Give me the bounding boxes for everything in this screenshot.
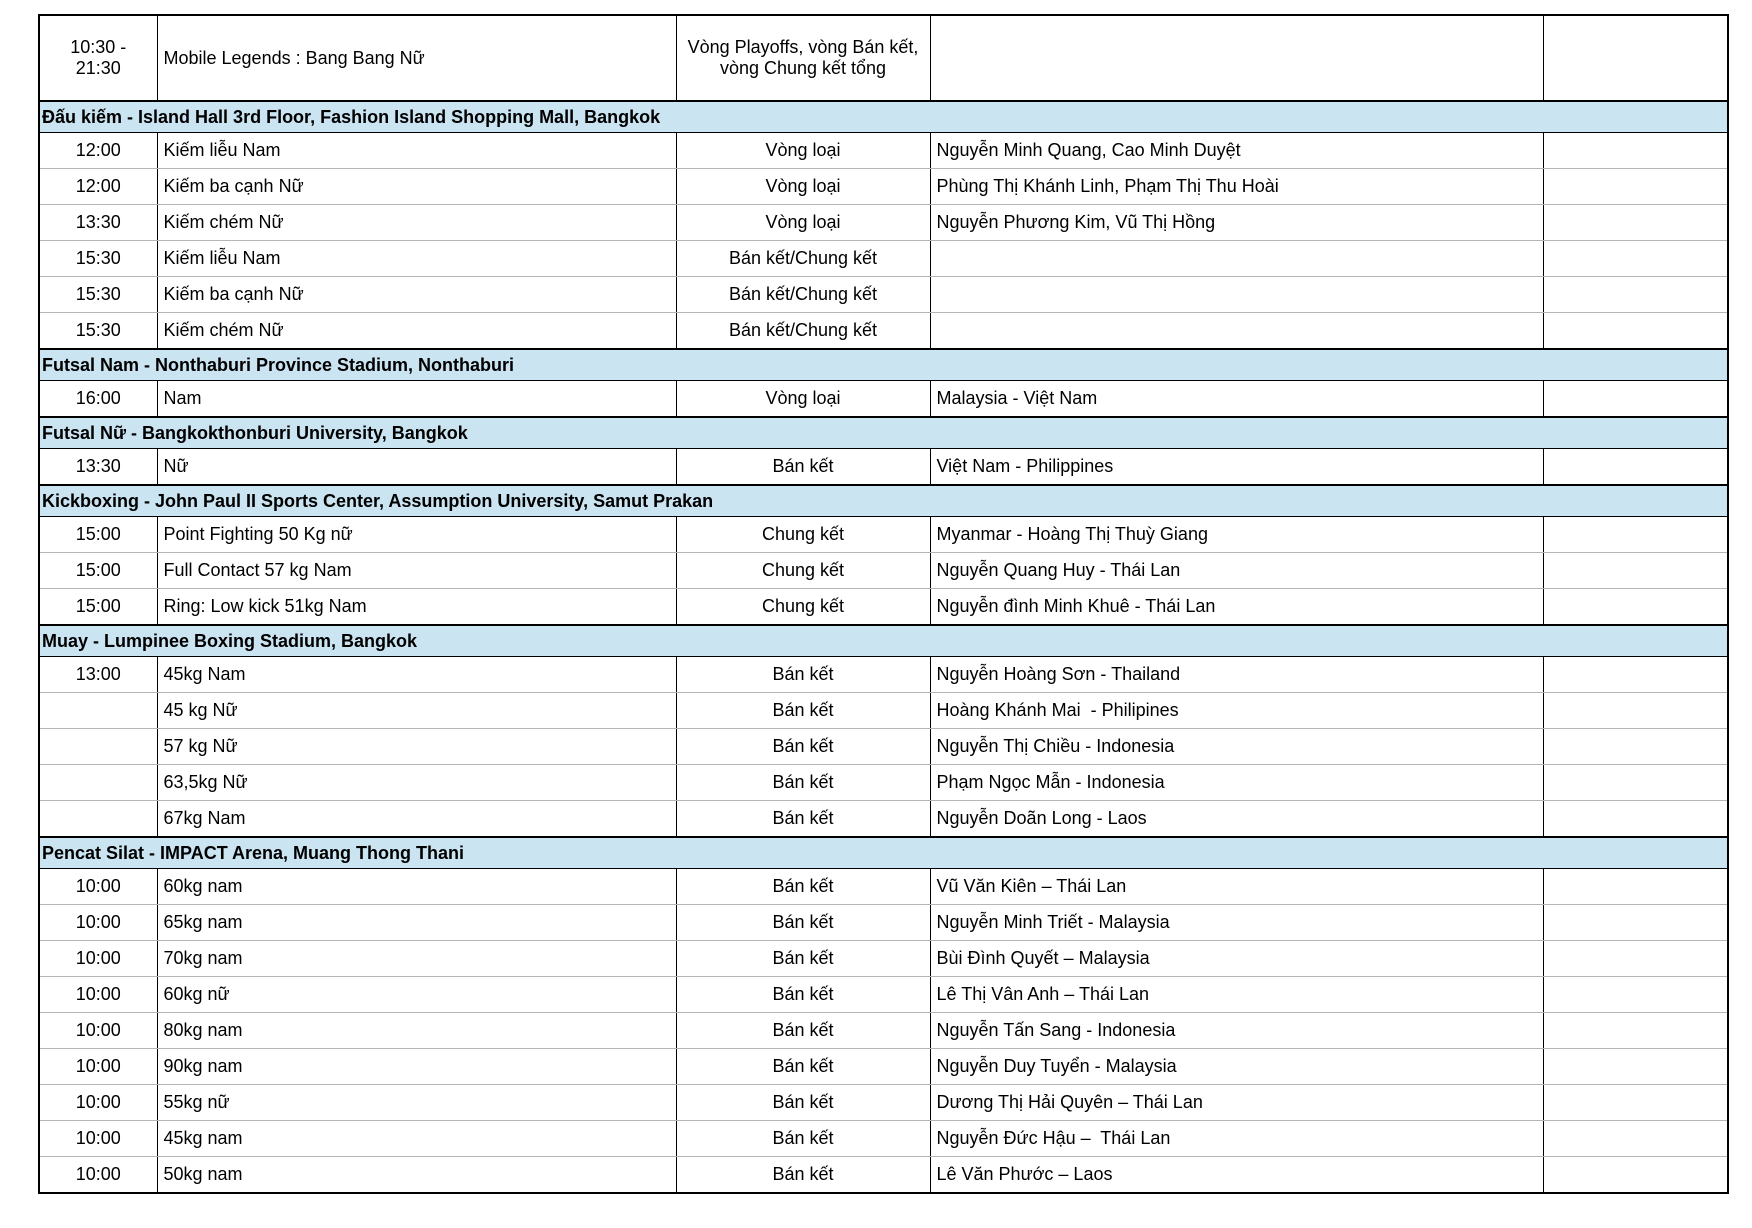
section-title[interactable]: Muay - Lumpinee Boxing Stadium, Bangkok — [39, 625, 1728, 657]
round-cell[interactable]: Chung kết — [676, 553, 930, 589]
participants-cell[interactable] — [930, 277, 1543, 313]
spreadsheet-area — [38, 14, 1729, 1194]
section-header-row — [39, 837, 1728, 869]
round-cell[interactable]: Bán kết — [676, 657, 930, 693]
time-cell[interactable] — [39, 729, 157, 765]
notes-cell[interactable] — [1543, 1157, 1728, 1194]
event-cell[interactable]: 60kg nữ — [157, 977, 676, 1013]
participants-cell[interactable]: Nguyễn Đức Hậu – Thái Lan — [930, 1121, 1543, 1157]
table-row — [39, 693, 1728, 729]
round-cell[interactable]: Bán kết/Chung kết — [676, 277, 930, 313]
notes-cell[interactable] — [1543, 15, 1728, 101]
section-header-row — [39, 101, 1728, 133]
event-cell[interactable]: 90kg nam — [157, 1049, 676, 1085]
event-cell[interactable]: 67kg Nam — [157, 801, 676, 838]
section-title[interactable]: Futsal Nam - Nonthaburi Province Stadium, Nonthaburi — [39, 349, 1728, 381]
table-row — [39, 589, 1728, 626]
notes-cell[interactable] — [1543, 169, 1728, 205]
event-cell[interactable]: 57 kg Nữ — [157, 729, 676, 765]
participants-cell[interactable] — [930, 15, 1543, 101]
round-cell[interactable]: Bán kết — [676, 1157, 930, 1194]
round-cell[interactable]: Bán kết — [676, 1121, 930, 1157]
event-cell[interactable]: Kiếm liễu Nam — [157, 241, 676, 277]
participants-cell[interactable]: Lê Văn Phước – Laos — [930, 1157, 1543, 1194]
round-cell[interactable]: Vòng Playoffs, vòng Bán kết, vòng Chung kết tổng — [676, 15, 930, 101]
time-cell[interactable] — [39, 801, 157, 838]
esports-row — [39, 15, 1728, 101]
participants-cell[interactable]: Bùi Đình Quyết – Malaysia — [930, 941, 1543, 977]
participants-cell[interactable]: Nguyễn Duy Tuyển - Malaysia — [930, 1049, 1543, 1085]
schedule-table — [38, 14, 1729, 1194]
table-row — [39, 1157, 1728, 1194]
table-row — [39, 941, 1728, 977]
participants-cell[interactable]: Nguyễn Doãn Long - Laos — [930, 801, 1543, 838]
table-row — [39, 869, 1728, 905]
event-cell[interactable]: 45kg Nam — [157, 657, 676, 693]
notes-cell[interactable] — [1543, 381, 1728, 418]
time-cell[interactable]: 10:00 — [39, 1013, 157, 1049]
round-cell[interactable]: Bán kết — [676, 941, 930, 977]
round-cell[interactable]: Bán kết — [676, 977, 930, 1013]
notes-cell[interactable] — [1543, 241, 1728, 277]
round-cell[interactable]: Vòng loại — [676, 381, 930, 418]
table-row — [39, 381, 1728, 418]
table-row — [39, 517, 1728, 553]
participants-cell[interactable]: Myanmar - Hoàng Thị Thuỳ Giang — [930, 517, 1543, 553]
section-header-row — [39, 417, 1728, 449]
participants-cell[interactable]: Nguyễn Minh Quang, Cao Minh Duyệt — [930, 133, 1543, 169]
time-cell[interactable]: 15:30 — [39, 277, 157, 313]
time-cell[interactable]: 12:00 — [39, 169, 157, 205]
table-row — [39, 1085, 1728, 1121]
table-row — [39, 313, 1728, 350]
section-header-row — [39, 349, 1728, 381]
section-title[interactable]: Đấu kiếm - Island Hall 3rd Floor, Fashion Island Shopping Mall, Bangkok — [39, 101, 1728, 133]
notes-cell[interactable] — [1543, 1049, 1728, 1085]
participants-cell[interactable]: Nguyễn Quang Huy - Thái Lan — [930, 553, 1543, 589]
notes-cell[interactable] — [1543, 693, 1728, 729]
event-cell[interactable]: 45kg nam — [157, 1121, 676, 1157]
notes-cell[interactable] — [1543, 553, 1728, 589]
time-cell[interactable]: 15:00 — [39, 553, 157, 589]
notes-cell[interactable] — [1543, 589, 1728, 626]
event-cell[interactable]: Nam — [157, 381, 676, 418]
notes-cell[interactable] — [1543, 1085, 1728, 1121]
participants-cell[interactable]: Lê Thị Vân Anh – Thái Lan — [930, 977, 1543, 1013]
table-row — [39, 729, 1728, 765]
time-cell[interactable]: 10:00 — [39, 941, 157, 977]
time-cell[interactable]: 15:30 — [39, 313, 157, 350]
round-cell[interactable]: Bán kết — [676, 1085, 930, 1121]
notes-cell[interactable] — [1543, 977, 1728, 1013]
table-row — [39, 553, 1728, 589]
notes-cell[interactable] — [1543, 941, 1728, 977]
event-cell[interactable]: Point Fighting 50 Kg nữ — [157, 517, 676, 553]
time-cell[interactable]: 15:00 — [39, 517, 157, 553]
round-cell[interactable]: Chung kết — [676, 589, 930, 626]
section-title[interactable]: Pencat Silat - IMPACT Arena, Muang Thong Thani — [39, 837, 1728, 869]
participants-cell[interactable]: Malaysia - Việt Nam — [930, 381, 1543, 418]
participants-cell[interactable]: Hoàng Khánh Mai - Philipines — [930, 693, 1543, 729]
time-cell[interactable]: 10:00 — [39, 1085, 157, 1121]
time-cell[interactable]: 13:30 — [39, 205, 157, 241]
round-cell[interactable]: Vòng loại — [676, 205, 930, 241]
participants-cell[interactable]: Phùng Thị Khánh Linh, Phạm Thị Thu Hoài — [930, 169, 1543, 205]
table-row — [39, 277, 1728, 313]
event-cell[interactable]: Kiếm chém Nữ — [157, 205, 676, 241]
table-row — [39, 133, 1728, 169]
table-row — [39, 905, 1728, 941]
event-cell[interactable]: 63,5kg Nữ — [157, 765, 676, 801]
section-title[interactable]: Futsal Nữ - Bangkokthonburi University, Bangkok — [39, 417, 1728, 449]
time-cell[interactable]: 10:00 — [39, 1121, 157, 1157]
participants-cell[interactable]: Việt Nam - Philippines — [930, 449, 1543, 486]
participants-cell[interactable]: Nguyễn Minh Triết - Malaysia — [930, 905, 1543, 941]
table-row — [39, 765, 1728, 801]
time-cell[interactable]: 10:00 — [39, 1049, 157, 1085]
table-row — [39, 1049, 1728, 1085]
participants-cell[interactable]: Nguyễn Thị Chiều - Indonesia — [930, 729, 1543, 765]
round-cell[interactable]: Bán kết/Chung kết — [676, 313, 930, 350]
event-cell[interactable]: 80kg nam — [157, 1013, 676, 1049]
round-cell[interactable]: Bán kết — [676, 729, 930, 765]
participants-cell[interactable]: Phạm Ngọc Mẫn - Indonesia — [930, 765, 1543, 801]
round-cell[interactable]: Bán kết — [676, 1049, 930, 1085]
participants-cell[interactable]: Nguyễn Phương Kim, Vũ Thị Hồng — [930, 205, 1543, 241]
time-cell[interactable]: 15:30 — [39, 241, 157, 277]
time-cell[interactable]: 16:00 — [39, 381, 157, 418]
round-cell[interactable]: Bán kết/Chung kết — [676, 241, 930, 277]
section-header-row — [39, 625, 1728, 657]
table-row — [39, 801, 1728, 838]
participants-cell[interactable]: Nguyễn Tấn Sang - Indonesia — [930, 1013, 1543, 1049]
time-cell[interactable]: 10:00 — [39, 977, 157, 1013]
time-cell[interactable]: 12:00 — [39, 133, 157, 169]
table-row — [39, 1013, 1728, 1049]
round-cell[interactable]: Bán kết — [676, 801, 930, 838]
notes-cell[interactable] — [1543, 657, 1728, 693]
round-cell[interactable]: Vòng loại — [676, 169, 930, 205]
table-row — [39, 449, 1728, 486]
round-cell[interactable]: Vòng loại — [676, 133, 930, 169]
table-row — [39, 977, 1728, 1013]
notes-cell[interactable] — [1543, 765, 1728, 801]
notes-cell[interactable] — [1543, 449, 1728, 486]
notes-cell[interactable] — [1543, 277, 1728, 313]
time-cell[interactable]: 10:00 — [39, 869, 157, 905]
event-cell[interactable]: 70kg nam — [157, 941, 676, 977]
table-row — [39, 657, 1728, 693]
time-cell[interactable]: 15:00 — [39, 589, 157, 626]
participants-cell[interactable]: Vũ Văn Kiên – Thái Lan — [930, 869, 1543, 905]
notes-cell[interactable] — [1543, 517, 1728, 553]
event-cell[interactable]: Ring: Low kick 51kg Nam — [157, 589, 676, 626]
time-cell[interactable]: 10:30 - 21:30 — [39, 15, 157, 101]
notes-cell[interactable] — [1543, 801, 1728, 838]
event-cell[interactable]: Full Contact 57 kg Nam — [157, 553, 676, 589]
event-cell[interactable]: Kiếm ba cạnh Nữ — [157, 277, 676, 313]
event-cell[interactable]: Mobile Legends : Bang Bang Nữ — [157, 15, 676, 101]
round-cell[interactable]: Bán kết — [676, 1013, 930, 1049]
time-cell[interactable]: 10:00 — [39, 1157, 157, 1194]
notes-cell[interactable] — [1543, 905, 1728, 941]
notes-cell[interactable] — [1543, 1013, 1728, 1049]
time-cell[interactable] — [39, 693, 157, 729]
table-row — [39, 169, 1728, 205]
time-cell[interactable]: 13:00 — [39, 657, 157, 693]
round-cell[interactable]: Bán kết — [676, 869, 930, 905]
notes-cell[interactable] — [1543, 133, 1728, 169]
round-cell[interactable]: Bán kết — [676, 449, 930, 486]
time-cell[interactable] — [39, 765, 157, 801]
participants-cell[interactable] — [930, 241, 1543, 277]
table-row — [39, 1121, 1728, 1157]
event-cell[interactable]: 55kg nữ — [157, 1085, 676, 1121]
notes-cell[interactable] — [1543, 729, 1728, 765]
notes-cell[interactable] — [1543, 205, 1728, 241]
event-cell[interactable]: 60kg nam — [157, 869, 676, 905]
section-header-row — [39, 485, 1728, 517]
event-cell[interactable]: 65kg nam — [157, 905, 676, 941]
event-cell[interactable]: Kiếm liễu Nam — [157, 133, 676, 169]
event-cell[interactable]: Kiếm ba cạnh Nữ — [157, 169, 676, 205]
section-title[interactable]: Kickboxing - John Paul II Sports Center, Assumption University, Samut Prakan — [39, 485, 1728, 517]
time-cell[interactable]: 13:30 — [39, 449, 157, 486]
table-row — [39, 241, 1728, 277]
table-row — [39, 205, 1728, 241]
notes-cell[interactable] — [1543, 1121, 1728, 1157]
event-cell[interactable]: Nữ — [157, 449, 676, 486]
participants-cell[interactable]: Nguyễn Hoàng Sơn - Thailand — [930, 657, 1543, 693]
participants-cell[interactable]: Nguyễn đình Minh Khuê - Thái Lan — [930, 589, 1543, 626]
participants-cell[interactable] — [930, 313, 1543, 350]
event-cell[interactable]: Kiếm chém Nữ — [157, 313, 676, 350]
event-cell[interactable]: 45 kg Nữ — [157, 693, 676, 729]
participants-cell[interactable]: Dương Thị Hải Quyên – Thái Lan — [930, 1085, 1543, 1121]
round-cell[interactable]: Bán kết — [676, 905, 930, 941]
round-cell[interactable]: Chung kết — [676, 517, 930, 553]
time-cell[interactable]: 10:00 — [39, 905, 157, 941]
event-cell[interactable]: 50kg nam — [157, 1157, 676, 1194]
notes-cell[interactable] — [1543, 869, 1728, 905]
notes-cell[interactable] — [1543, 313, 1728, 350]
round-cell[interactable]: Bán kết — [676, 765, 930, 801]
round-cell[interactable]: Bán kết — [676, 693, 930, 729]
